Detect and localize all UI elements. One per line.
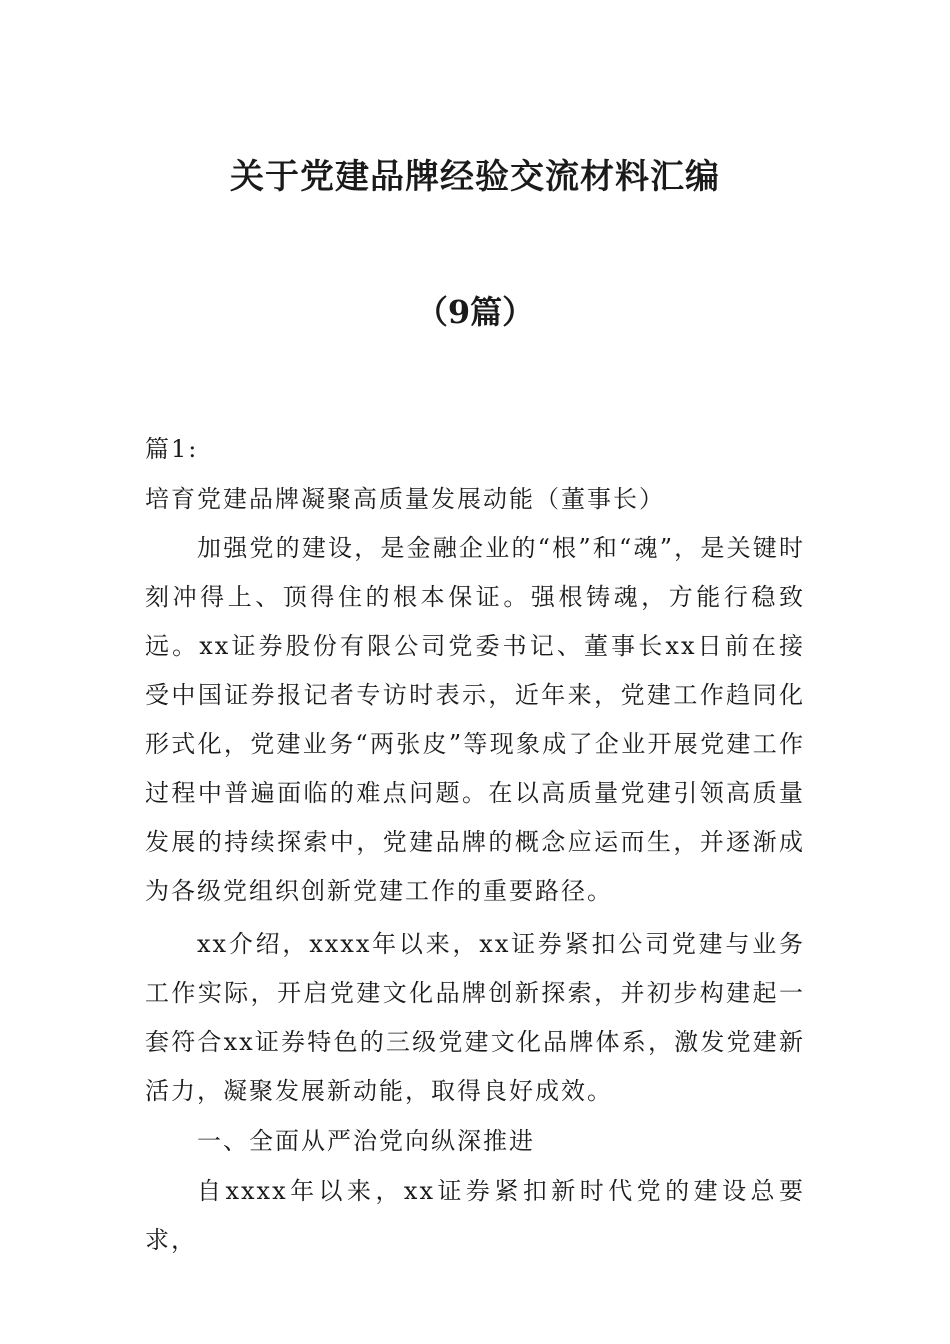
document-subtitle: （9篇） xyxy=(415,293,535,331)
paragraph-1 xyxy=(145,524,805,916)
paragraph-3-text: 自xxxx年以来，xx证券紧扣新时代党的建设总要求， xyxy=(145,1177,805,1254)
article-title: 培育党建品牌凝聚高质量发展动能（董事长） xyxy=(145,485,665,513)
section-label: 篇1: xyxy=(145,435,199,463)
section-heading-1: 一、全面从严治党向纵深推进 xyxy=(197,1127,535,1155)
paragraph-1-text: 加强党的建设，是金融企业的“根”和“魂”，是关键时刻冲得上、顶得住的根本保证。强根铸魂，方能行稳致远。xx证券股份有限公司党委书记、董事长xx日前在接受中国证券报记者专访时表示，近年来，党建工作趋同化形式化，党建业务“两张皮”等现象成了企业开展党建工作过程中普遍面临的难点问题。在以高质量党建引领高质量发展的持续探索中，党建品牌的概念应运而生，并逐渐成为各级党组织创新党建工作的重要路径。 xyxy=(145,534,805,905)
document-title: 关于党建品牌经验交流材料汇编 xyxy=(230,157,720,197)
paragraph-2 xyxy=(145,920,805,1116)
paragraph-3 xyxy=(145,1167,805,1265)
paragraph-2-text: xx介绍，xxxx年以来，xx证券紧扣公司党建与业务工作实际，开启党建文化品牌创新探索，并初步构建起一套符合xx证券特色的三级党建文化品牌体系，激发党建新活力，凝聚发展新动能，取得良好成效。 xyxy=(145,930,805,1105)
